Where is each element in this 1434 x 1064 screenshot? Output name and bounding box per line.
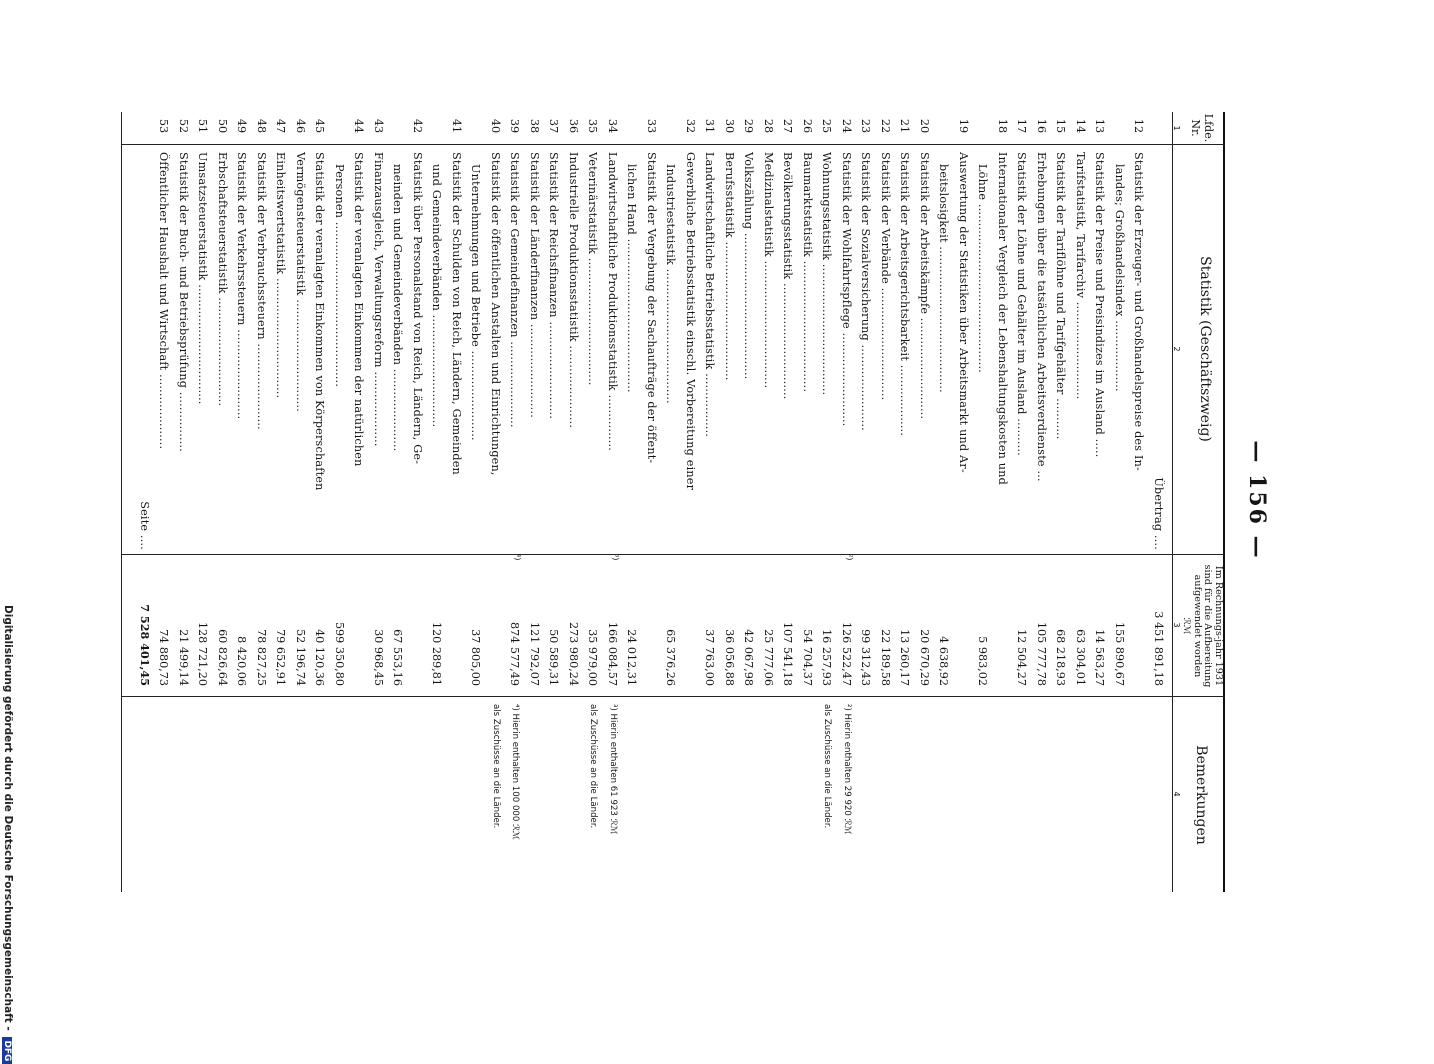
row-remark: ³) Hierin enthalten 61 923 ℛℳ	[608, 704, 618, 835]
row-number: 50	[216, 118, 229, 134]
row-label: Unternehmungen und Betriebe ........................	[469, 164, 483, 441]
row-label: Erhebungen über die tatsächlichen Arbeitsverdienste ...	[1035, 152, 1048, 482]
row-number: 45	[313, 118, 327, 134]
row-label: Gewerbliche Betriebsstatistik einschl. Vorbereitung einer	[684, 152, 697, 491]
row-label: Personen ............................................	[333, 164, 346, 388]
footnote-ref: ⁴)	[513, 554, 523, 561]
table-row	[762, 112, 775, 892]
table-row	[918, 112, 931, 892]
table-row	[567, 112, 580, 892]
row-label: Statistik der Reichsfinanzen ..........................	[547, 152, 561, 420]
row-label: Statistik der Vergebung der Sachaufträge der öffent-	[645, 152, 658, 464]
row-number: 47	[274, 118, 288, 134]
row-label: Statistik der öffentlichen Anstalten und Einrichtungen,	[489, 152, 502, 476]
row-label: Volkszählung .......................................	[742, 152, 756, 380]
table-row	[275, 112, 288, 892]
table-row	[606, 112, 619, 892]
table-row	[489, 112, 502, 892]
table-row	[1113, 112, 1126, 892]
row-label: Internationaler Vergleich der Lebenshaltungskosten und	[996, 152, 1009, 485]
row-label: Statistik der Löhne und Gehälter im Ausland ..........	[1015, 152, 1029, 456]
row-label: Statistik über Personalstand von Reich, Ländern, Ge-	[411, 152, 424, 465]
row-amount: 37 805,00	[469, 629, 483, 686]
row-amount: 54 704,37	[801, 629, 814, 686]
row-label: meinden und Gemeindeverbänden ......................	[391, 164, 405, 452]
column-number-1: 1	[1172, 125, 1181, 131]
row-label: Statistik der Arbeitsgerichtsbarkeit ...................	[898, 152, 912, 437]
row-amount: 8 420,06	[235, 636, 249, 686]
table-row	[782, 112, 795, 892]
row-number: 22	[879, 118, 892, 134]
row-number: 42	[411, 118, 424, 134]
row-amount: 63 304,01	[1074, 629, 1087, 686]
row-amount: 40 120,36	[313, 629, 327, 686]
column-number-3: 3	[1172, 622, 1181, 628]
table-row	[743, 112, 756, 892]
row-amount: 42 067,98	[742, 629, 756, 686]
row-amount: 128 721,20	[196, 621, 210, 686]
row-amount: 105 777,78	[1035, 621, 1048, 686]
row-number: 36	[567, 118, 580, 134]
row-amount: 99 312,43	[859, 629, 873, 686]
table-row	[177, 112, 190, 892]
row-amount: 14 563,27	[1093, 629, 1107, 686]
row-amount: 13 260,17	[898, 629, 912, 686]
row-number: 39	[508, 118, 522, 134]
table-row	[801, 112, 814, 892]
table-row	[197, 112, 210, 892]
row-label: Öffentlicher Haushalt und Wirtschaft ....................	[157, 152, 171, 450]
row-number: 19	[957, 118, 970, 134]
row-number: 18	[996, 118, 1009, 134]
row-amount: 126 522,47	[840, 621, 853, 686]
row-number: 48	[255, 118, 268, 134]
row-label: Landwirtschaftliche Betriebsstatistik .................	[703, 152, 717, 438]
table-bottom-rule	[121, 112, 122, 892]
dfg-logo: DFG	[2, 1037, 12, 1064]
row-number: 12	[1132, 118, 1146, 134]
sidebar-credit-text: Digitalisierung gefördert durch die Deutsche Forschungsgemeinschaft -	[2, 605, 14, 1031]
row-amount: 3 451 891,18	[1152, 611, 1165, 686]
table-row	[528, 112, 541, 892]
row-amount: 120 289,81	[430, 621, 444, 686]
row-number: 25	[820, 118, 834, 134]
row-label: Statistik der Preise und Preisindizes im Ausland .....	[1093, 152, 1107, 458]
statistics-table	[105, 112, 1225, 892]
table-row	[450, 112, 463, 892]
table-row	[1055, 112, 1068, 892]
row-amount: 79 652,91	[274, 629, 288, 686]
row-number: 29	[742, 118, 756, 134]
row-label: Statistik der Buch- und Betriebsprüfung ................	[177, 152, 190, 452]
table-row	[645, 112, 658, 892]
row-label: Statistik der Gemeindefinanzen .......................	[508, 152, 522, 428]
table-row	[938, 112, 951, 892]
row-amount: 20 670,29	[918, 629, 931, 686]
row-number: 53	[157, 118, 171, 134]
table-row	[723, 112, 736, 892]
row-number: 28	[762, 118, 775, 134]
table-row	[314, 112, 327, 892]
row-number: 27	[781, 118, 795, 134]
table-row	[899, 112, 912, 892]
row-number: 38	[528, 118, 541, 134]
row-amount: 16 257,93	[820, 629, 834, 686]
header-col-statistik: Statistik (Geschäftszweig)	[1197, 256, 1213, 442]
table-row	[411, 112, 424, 892]
table-row	[1016, 112, 1029, 892]
table-row	[626, 112, 639, 892]
table-row	[548, 112, 561, 892]
row-amount: 166 084,57	[606, 621, 619, 686]
row-number: 30	[723, 118, 736, 134]
row-number: 41	[450, 118, 463, 134]
row-remark: als Zuschüsse an die Länder.	[588, 704, 599, 829]
row-label: Erbschaftsteuerstatistik .............................	[216, 152, 229, 407]
row-amount: 4 638,92	[937, 636, 951, 686]
row-amount: 21 499,14	[177, 629, 190, 686]
row-amount: 67 553,16	[391, 629, 405, 686]
table-row	[255, 112, 268, 892]
row-label: Statistik der Länderfinanzen .........................	[528, 152, 541, 418]
row-label: Statistik der Verbände ..............................	[879, 152, 892, 401]
row-number: 33	[645, 118, 658, 134]
row-number: 13	[1093, 118, 1107, 134]
row-remark: ²) Hierin enthalten 29 920 ℛℳ	[842, 704, 852, 835]
row-number: 32	[684, 118, 697, 134]
row-label: Veterinärstatistik ..................................	[586, 152, 600, 386]
column-number-4: 4	[1172, 791, 1181, 797]
row-amount: 874 577,49	[508, 621, 522, 686]
row-label: Industrielle Produktionsstatistik ......................	[567, 152, 580, 429]
row-label: Statistik der Sozialversicherung .......................	[859, 152, 873, 432]
row-label: Landwirtschaftliche Produktionsstatistik ...............	[606, 152, 619, 451]
row-number: 24	[840, 118, 853, 134]
row-label: Statistik der veranlagten Einkommen von Körperschaften	[313, 152, 327, 491]
row-amount: 599 350,80	[333, 621, 346, 686]
row-number: 44	[352, 118, 366, 134]
row-amount: 25 777,06	[762, 629, 775, 686]
row-label: Auswertung der Statistiken über Arbeitsmarkt und Ar-	[957, 152, 970, 473]
header-col-amount-unit: ℛℳ	[1181, 617, 1191, 635]
header-col-amount: Im Rechnungs-jahr 1931 sind für die Aufbereitung aufgewendet worden	[1192, 564, 1224, 688]
table-row	[1074, 112, 1087, 892]
table-row	[216, 112, 229, 892]
table-row	[392, 112, 405, 892]
row-number: 52	[177, 118, 190, 134]
table-row	[665, 112, 678, 892]
footnote-ref: ³)	[611, 554, 620, 561]
row-number: 49	[235, 118, 249, 134]
table-row	[372, 112, 385, 892]
row-number: 46	[294, 118, 307, 134]
row-remark: als Zuschüsse an die Länder.	[491, 704, 501, 829]
row-amount: 12 504,27	[1015, 629, 1029, 686]
header-col-remarks: Bemerkungen	[1193, 745, 1209, 845]
row-amount: 37 763,00	[703, 629, 717, 686]
table-row	[1133, 112, 1146, 892]
row-label: Statistik der Arbeitskämpfe ...........................	[918, 152, 931, 420]
row-number: 43	[372, 118, 385, 134]
row-label: Tarifstatistik, Tarifarchiv ..........................	[1074, 152, 1087, 400]
row-label: Seite ....	[138, 501, 151, 550]
row-label: Statistik der Wohlfahrtspflege .........................	[840, 152, 853, 427]
row-label: Berufsstatistik .....................................	[723, 152, 736, 381]
row-amount: 50 589,31	[547, 629, 561, 686]
row-number: 14	[1074, 118, 1087, 134]
row-number: 20	[918, 118, 931, 134]
row-number: 15	[1054, 118, 1068, 134]
row-label: Löhne .............................................	[976, 164, 990, 373]
row-amount: 22 189,58	[879, 629, 892, 686]
row-amount: 65 376,26	[664, 629, 678, 686]
row-label: und Gemeindeverbänden ..............................	[430, 164, 444, 428]
row-amount: 107 541,18	[781, 621, 795, 686]
row-amount: 74 880,73	[157, 629, 171, 686]
row-number: 51	[196, 118, 210, 134]
row-number: 26	[801, 118, 814, 134]
row-number: 23	[859, 118, 873, 134]
table-row	[333, 112, 346, 892]
row-amount: 60 826,64	[216, 629, 229, 686]
row-number: 31	[703, 118, 717, 134]
row-remark: ⁴) Hierin enthalten 100 000 ℛℳ	[510, 704, 521, 841]
footnote-ref: ²)	[845, 554, 854, 561]
table-top-rule	[1223, 112, 1225, 892]
table-row	[879, 112, 892, 892]
sidebar-credit	[0, 0, 28, 1062]
row-amount: 36 056,88	[723, 629, 736, 686]
row-label: Vermögensteuerstatistik ..............................	[294, 152, 307, 412]
row-amount: 30 968,45	[372, 629, 385, 686]
row-amount: 5 983,02	[976, 636, 990, 686]
row-number: 35	[586, 118, 600, 134]
header-col-nr: Lfde. Nr.	[1189, 113, 1215, 143]
row-label: Wohnungsstatistik ...................................	[820, 152, 834, 396]
row-label: Einheitswertstatistik ................................	[274, 152, 288, 399]
row-label: Statistik der Verkehrssteuern ........................	[235, 152, 249, 420]
table-row	[158, 112, 171, 892]
row-remark: als Zuschüsse an die Länder.	[822, 704, 833, 829]
row-label: Medizinalstatistik ..................................	[762, 152, 775, 389]
table-row	[704, 112, 717, 892]
row-label: lichen Hand .........................................	[625, 164, 639, 393]
table-row	[431, 112, 444, 892]
table-row	[860, 112, 873, 892]
table-row	[294, 112, 307, 892]
row-amount: 35 979,00	[586, 629, 600, 686]
row-number: 21	[898, 118, 912, 134]
page-number: — 156 —	[1244, 440, 1270, 560]
table-row	[957, 112, 970, 892]
row-number: 37	[547, 118, 561, 134]
row-label: Industriestatistik ....................................	[664, 164, 678, 404]
table-row	[470, 112, 483, 892]
table-row	[587, 112, 600, 892]
row-label: Übertrag ....	[1152, 477, 1165, 550]
row-amount: 78 827,25	[255, 629, 268, 686]
row-label: Bevölkerungsstatistik ...............................	[781, 152, 795, 400]
table-row	[996, 112, 1009, 892]
row-label: Statistik der Schulden von Reich, Ländern, Gemeinden	[450, 152, 463, 475]
row-amount: 68 218,93	[1054, 629, 1068, 686]
row-amount: 121 792,07	[528, 621, 541, 686]
row-number: 16	[1035, 118, 1048, 134]
row-label: beitslosigkeit .......................................	[937, 164, 951, 393]
row-label: Statistik der Erzeuger- und Großhandelspreise des In-	[1132, 152, 1146, 471]
row-amount: 52 196,74	[294, 629, 307, 686]
table-row	[1152, 112, 1165, 892]
table-row	[353, 112, 366, 892]
row-label: Statistik der Verbrauchssteuern .......................	[255, 152, 268, 430]
row-amount: 7 528 401,45	[138, 604, 152, 686]
table-row	[509, 112, 522, 892]
table-row	[821, 112, 834, 892]
row-label: Baumarktstatistik ...................................	[801, 152, 814, 393]
row-label: Statistik der veranlagten Einkommen der natürlichen	[352, 152, 366, 467]
row-number: 34	[606, 118, 619, 134]
table-row	[684, 112, 697, 892]
table-row	[1094, 112, 1107, 892]
row-amount: 24 012,31	[625, 629, 639, 686]
table-row	[977, 112, 990, 892]
row-label: Umsatzsteuerstatistik ................................	[196, 152, 210, 405]
row-amount: 273 980,24	[567, 621, 580, 686]
column-number-2: 2	[1172, 346, 1181, 352]
row-amount: 155 890,67	[1113, 621, 1126, 686]
row-number: 40	[489, 118, 502, 134]
row-label: Statistik der Tariflöhne und Tarifgehälter ...........	[1054, 152, 1068, 440]
total-row	[138, 112, 151, 892]
table-row	[840, 112, 853, 892]
table-row	[1035, 112, 1048, 892]
row-label: landes; Großhandelsindex ...................	[1113, 164, 1126, 392]
row-number: 17	[1015, 118, 1029, 134]
row-label: Finanzausgleich, Verwaltungsreform ....................	[372, 152, 385, 447]
table-row	[236, 112, 249, 892]
